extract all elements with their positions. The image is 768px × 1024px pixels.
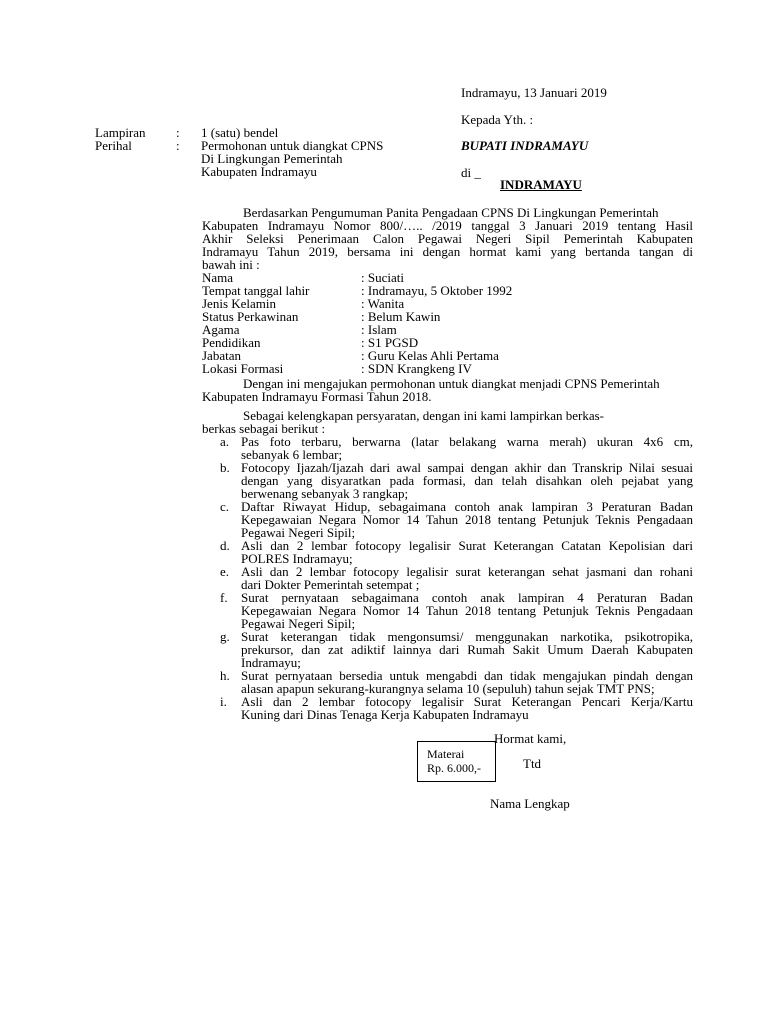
perihal-line: Permohonan untuk diangkat CPNS (201, 138, 384, 153)
list-item-line: Pegawai Negeri Sipil; (241, 616, 356, 631)
list-marker: i. (220, 694, 227, 709)
attachments-intro-line: berkas sebagai berikut : (202, 421, 326, 436)
identity-label: Jenis Kelamin (202, 296, 277, 311)
list-item-line: alasan apapun sekurang-kurangnya selama 10 (sepuluh) tahun sejak TMT PNS; (241, 681, 655, 696)
list-item-line: Asli dan 2 lembar fotocopy legalisir surat keterangan sehat jasmani dan rohani (241, 564, 693, 579)
lampiran-colon: : (176, 125, 180, 140)
attachments-intro-line: Sebagai kelengkapan persyaratan, dengan ini kami lampirkan berkas- (243, 408, 604, 423)
list-item-line: Surat pernyataan sebagaimana contoh anak lampiran 4 Peraturan Badan (241, 590, 693, 605)
list-marker: a. (220, 434, 230, 449)
intro-line: Indramayu Tahun 2019, bersama ini dengan hormat kami yang bertanda tangan di (202, 244, 693, 259)
list-item-line: Asli dan 2 lembar fotocopy legalisir Surat Keterangan Pencari Kerja/Kartu (241, 694, 693, 709)
signer-name: Nama Lengkap (490, 796, 570, 811)
identity-label: Pendidikan (202, 335, 261, 350)
identity-label: Lokasi Formasi (202, 361, 284, 376)
stamp-label: Materai (427, 747, 465, 761)
identity-label: Status Perkawinan (202, 309, 299, 324)
list-item-line: Asli dan 2 lembar fotocopy legalisir Surat Keterangan Catatan Kepolisian dari (241, 538, 693, 553)
list-item-line: Daftar Riwayat Hidup, sebagaimana contoh anak lampiran 3 Peraturan Badan (241, 499, 693, 514)
list-marker: h. (220, 668, 230, 683)
perihal-colon: : (176, 138, 180, 153)
list-marker: c. (220, 499, 230, 514)
identity-value: : Guru Kelas Ahli Pertama (361, 348, 499, 363)
identity-label: Tempat tanggal lahir (202, 283, 310, 298)
list-item-line: Pegawai Negeri Sipil; (241, 525, 356, 540)
lampiran-label: Lampiran (95, 125, 146, 140)
identity-label: Nama (202, 270, 234, 285)
list-item-line: Surat pernyataan bersedia untuk mengabdi dan tidak mengajukan pindah dengan (241, 668, 693, 683)
identity-value: : SDN Krangkeng IV (361, 361, 472, 376)
identity-value: : Indramayu, 5 Oktober 1992 (361, 283, 513, 298)
place-date: Indramayu, 13 Januari 2019 (461, 85, 607, 100)
identity-label: Agama (202, 322, 240, 337)
recipient-city: INDRAMAYU (500, 177, 582, 192)
list-item-line: Fotocopy Ijazah/Ijazah dari awal sampai dengan akhir dan Transkrip Nilai sesuai (241, 460, 693, 475)
identity-value: : S1 PGSD (361, 335, 419, 350)
request-line: Dengan ini mengajukan permohonan untuk diangkat menjadi CPNS Pemerintah (243, 376, 660, 391)
list-item-line: berwenang sebanyak 3 rangkap; (241, 486, 409, 501)
kepada-label: Kepada Yth. : (461, 112, 534, 127)
perihal-label: Perihal (95, 138, 132, 153)
list-marker: g. (220, 629, 230, 644)
list-marker: f. (220, 590, 228, 605)
list-item-line: Kepegawaian Negara Nomor 14 Tahun 2018 tentang Petunjuk Teknis Pengadaan (241, 603, 693, 618)
list-item-line: dengan yang disyaratkan pada formasi, dan telah disahkan oleh pejabat yang (241, 473, 693, 488)
list-item-line: prekursor, dan zat adiktif lainnya dari Rumah Sakit Umum Daerah Kabupaten (241, 642, 693, 657)
identity-value: : Suciati (361, 270, 404, 285)
list-item-line: Indramayu; (241, 655, 301, 670)
identity-value: : Wanita (361, 296, 405, 311)
list-marker: d. (220, 538, 230, 553)
signature-placeholder: Ttd (523, 756, 542, 771)
identity-value: : Belum Kawin (361, 309, 441, 324)
list-item-line: Pas foto terbaru, berwarna (latar belakang warna merah) ukuran 4x6 cm, (241, 434, 693, 449)
list-item-line: Kuning dari Dinas Tenaga Kerja Kabupaten Indramayu (241, 707, 529, 722)
list-marker: b. (220, 460, 230, 475)
list-item-line: dari Dokter Pemerintah setempat ; (241, 577, 420, 592)
identity-label: Jabatan (202, 348, 241, 363)
list-item-line: Kepegawaian Negara Nomor 14 Tahun 2018 tentang Petunjuk Teknis Pengadaan (241, 512, 693, 527)
perihal-line: Di Lingkungan Pemerintah (201, 151, 343, 166)
di-label: di _ (461, 165, 481, 180)
request-line: Kabupaten Indramayu Formasi Tahun 2018. (202, 389, 432, 404)
list-item-line: sebanyak 6 lembar; (241, 447, 343, 462)
recipient-name: BUPATI INDRAMAYU (461, 138, 589, 153)
perihal-line: Kabupaten Indramayu (201, 164, 317, 179)
list-item-line: POLRES Indramayu; (241, 551, 353, 566)
intro-line: Akhir Seleksi Penerimaan Calon Pegawai Negeri Sipil Pemerintah Kabupaten (202, 231, 693, 246)
lampiran-value: 1 (satu) bendel (201, 125, 279, 140)
closing-hormat: Hormat kami, (494, 731, 567, 746)
identity-value: : Islam (361, 322, 397, 337)
intro-line: Berdasarkan Pengumuman Panita Pengadaan CPNS Di Lingkungan Pemerintah (243, 205, 659, 220)
stamp-amount: Rp. 6.000,- (427, 761, 481, 775)
intro-line: Kabupaten Indramayu Nomor 800/….. /2019 tanggal 3 Januari 2019 tentang Hasil (202, 218, 693, 233)
list-item-line: Surat keterangan tidak mengonsumsi/ menggunakan narkotika, psikotropika, (241, 629, 693, 644)
intro-line: bawah ini : (202, 257, 260, 272)
list-marker: e. (220, 564, 230, 579)
